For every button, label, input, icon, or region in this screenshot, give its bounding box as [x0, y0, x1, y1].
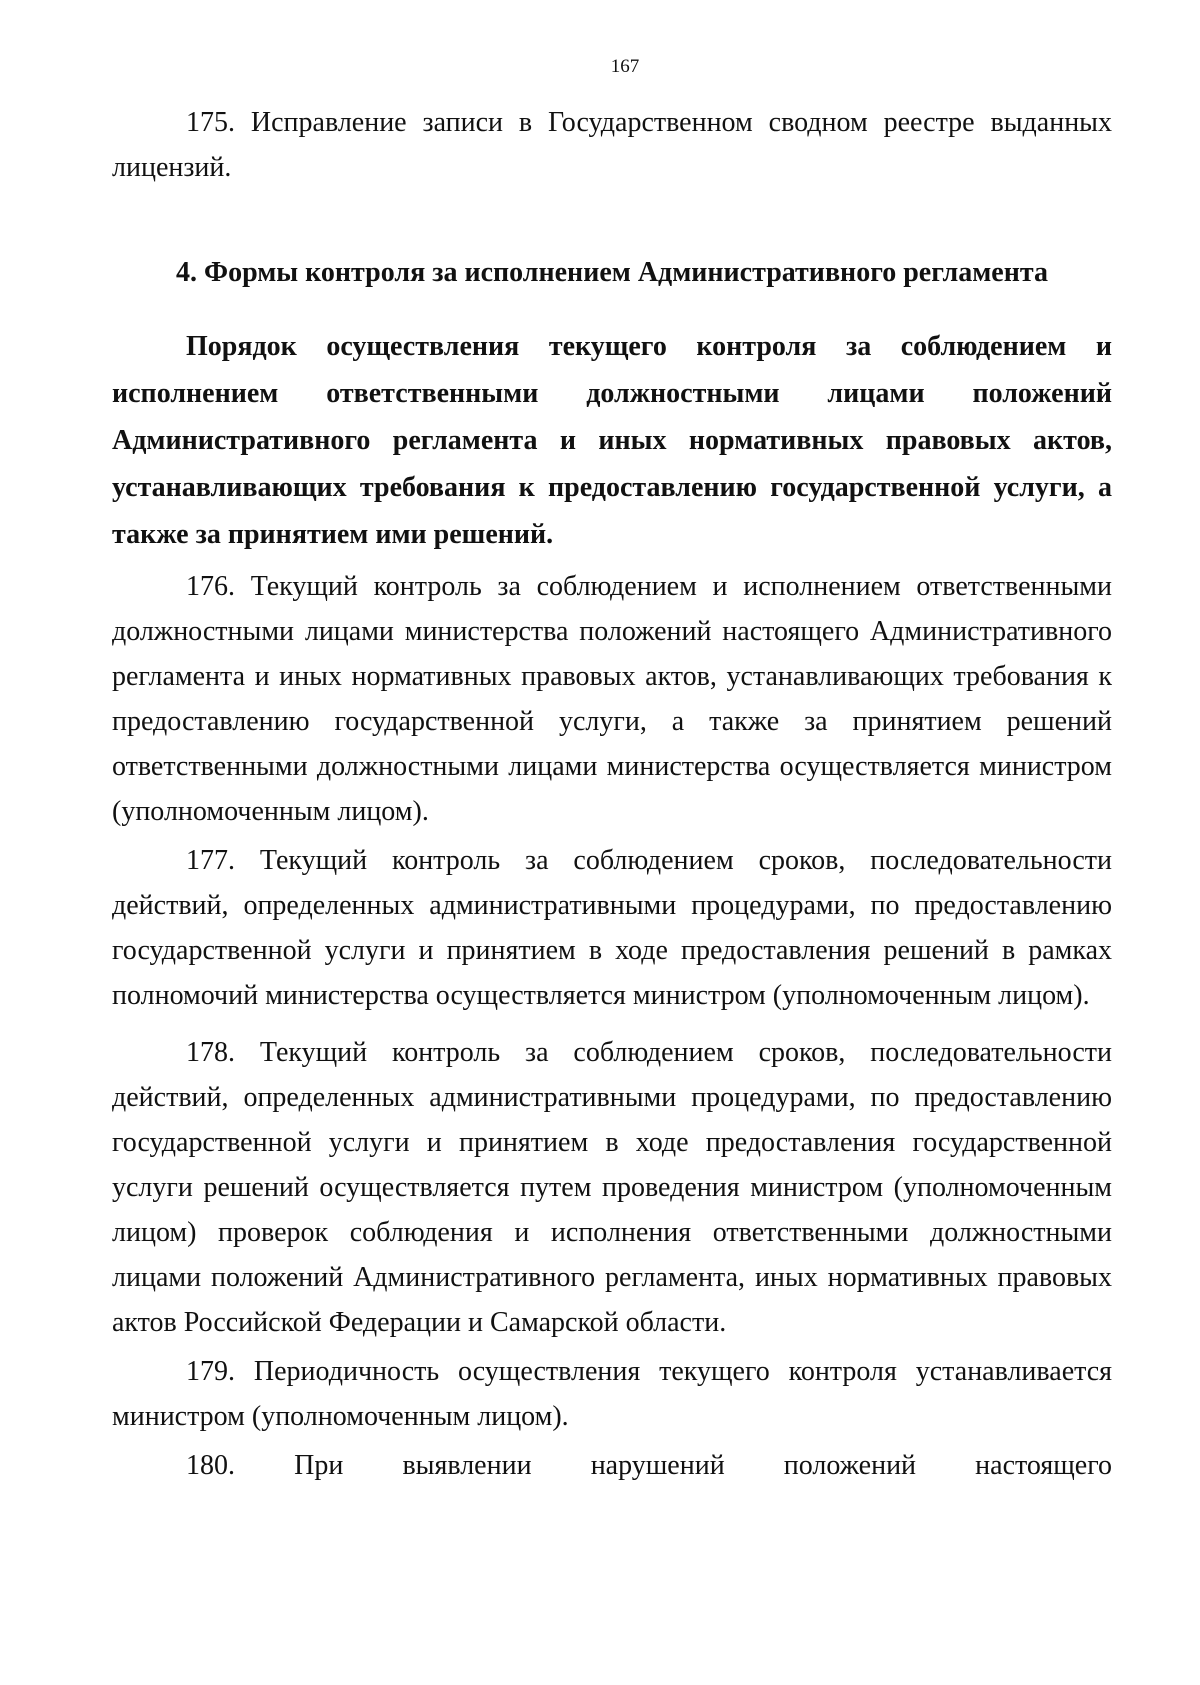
section-title: 4. Формы контроля за исполнением Административного регламента	[176, 257, 1048, 288]
paragraph-178: 178. Текущий контроль за соблюдением сроков, последовательности действий, определенных административными процедурами, по предоставлению государственной услуги и принятием в ходе предоставления государственной услуги решений осуществляется путем проведения министром (уполномоченным лицом) проверок соблюдения и исполнения ответственными должностными лицами положений Административного регламента, иных нормативных правовых актов Российской Федерации и Самарской области.	[112, 1037, 1112, 1338]
subsection-title: Порядок осуществления текущего контроля за соблюдением и исполнением ответственными должностными лицами положений Административного регламента и иных нормативных правовых актов, устанавливающих требования к предоставлению государственной услуги, а также за принятием ими решений.	[112, 331, 1112, 550]
paragraph-179: 179. Периодичность осуществления текущего контроля устанавливается министром (уполномоченным лицом).	[112, 1356, 1112, 1432]
paragraph-175: 175. Исправление записи в Государственном сводном реестре выданных лицензий.	[112, 107, 1112, 183]
page-number: 167	[610, 56, 640, 77]
paragraph-180: 180. При выявлении нарушений положений настоящего	[186, 1450, 1112, 1481]
paragraph-176: 176. Текущий контроль за соблюдением и исполнением ответственными должностными лицами министерства положений настоящего Административного регламента и иных нормативных правовых актов, устанавливающих требования к предоставлению государственной услуги, а также за принятием решений ответственными должностными лицами министерства осуществляется министром (уполномоченным лицом).	[112, 571, 1112, 827]
document-body	[112, 100, 1112, 1488]
paragraph-177: 177. Текущий контроль за соблюдением сроков, последовательности действий, определенных административными процедурами, по предоставлению государственной услуги и принятием в ходе предоставления решений в рамках полномочий министерства осуществляется министром (уполномоченным лицом).	[112, 845, 1112, 1011]
